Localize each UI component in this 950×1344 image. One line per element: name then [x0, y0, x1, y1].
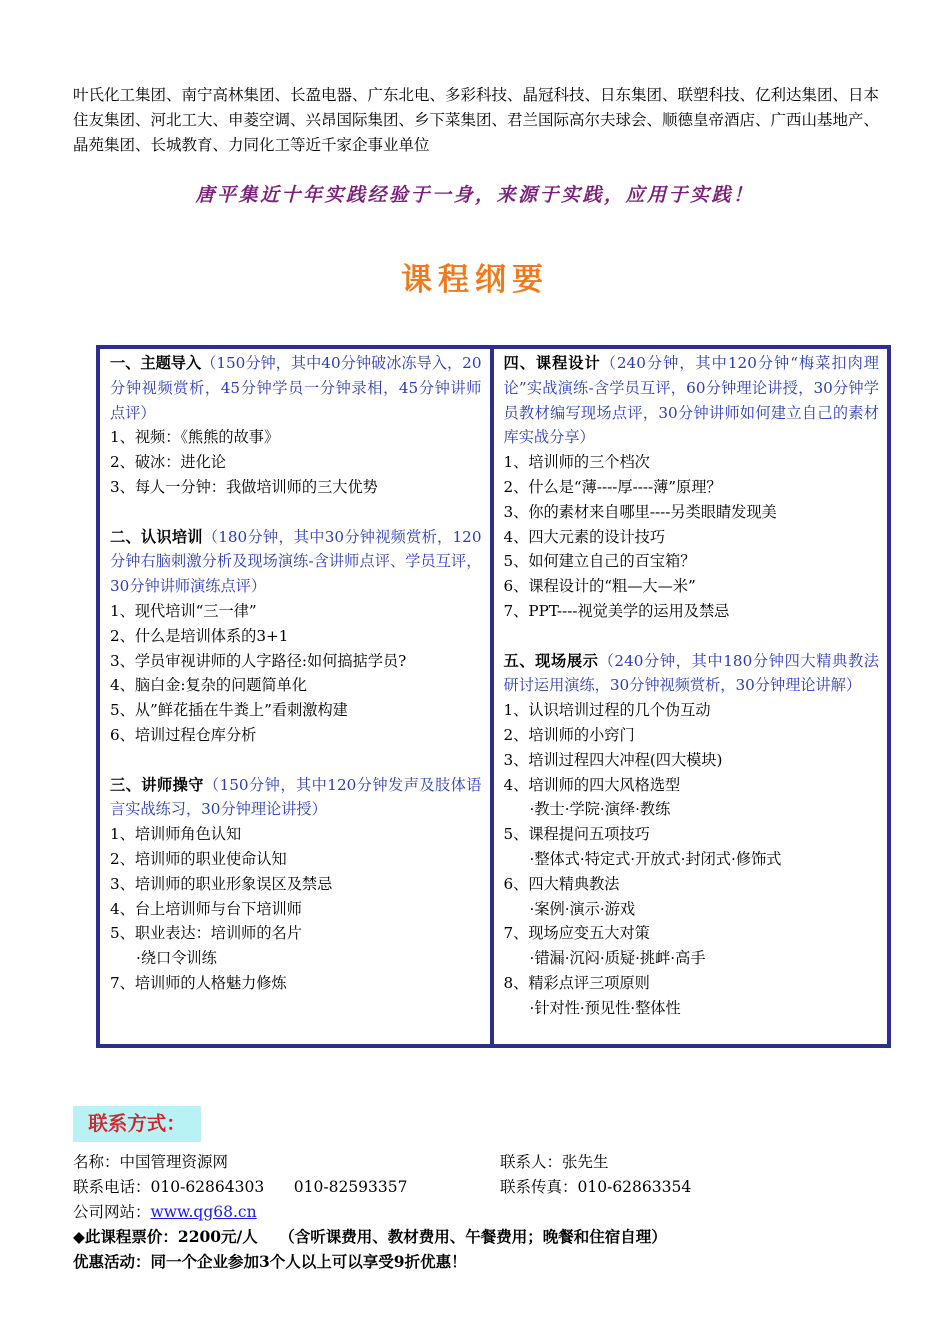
- outline-item: 6、四大精典教法: [503, 874, 620, 893]
- section-title: 一、主题导入: [110, 354, 202, 372]
- outline-item: 8、精彩点评三项原则: [503, 973, 650, 992]
- website-label: 公司网站：: [73, 1203, 151, 1221]
- outline-item: 3、你的素材来自哪里----另类眼睛发现美: [503, 502, 777, 521]
- outline-item: 2、培训师的职业使命认知: [110, 849, 287, 868]
- section-header: [110, 525, 482, 599]
- course-outline-table: [96, 345, 891, 1048]
- outline-item: 3、学员审视讲师的人字路径:如何搞掂学员?: [110, 651, 407, 670]
- outline-right-column: [494, 349, 888, 1044]
- outline-subitem: ·整体式·特定式·开放式·封闭式·修饰式: [529, 849, 782, 868]
- outline-item: 5、职业表达：培训师的名片: [110, 924, 302, 943]
- outline-item: 5、课程提问五项技巧: [503, 825, 650, 844]
- outline-item: 5、从”鲜花插在牛粪上”看刺激构建: [110, 701, 348, 720]
- section-header: [504, 649, 880, 699]
- outline-item: 3、培训过程四大冲程(四大模块): [503, 750, 723, 769]
- outline-item: 4、脑白金:复杂的问题简单化: [110, 676, 308, 695]
- outline-item: 2、什么是培训体系的3+1: [110, 626, 289, 645]
- outline-section: [110, 525, 482, 748]
- outline-subitem: ·绕口令训练: [136, 949, 217, 968]
- section-title: 三、讲师操守: [110, 775, 204, 794]
- section-title: 二、认识培训: [110, 527, 203, 546]
- outline-section: [504, 649, 880, 1021]
- section-title: 四、课程设计: [503, 354, 601, 372]
- outline-left-column: [100, 349, 494, 1044]
- section-title: 五、现场展示: [503, 651, 599, 670]
- section-duration: （180分钟，其中30分钟视频赏析，120分钟右脑刺激分析及现场演练-含讲师点评、学员互评，30分钟讲师演练点评）: [110, 527, 482, 596]
- outline-item: 1、培训师角色认知: [110, 825, 242, 844]
- outline-subitem: ·针对性·预见性·整体性: [529, 998, 681, 1017]
- section-header: [504, 351, 880, 450]
- outline-subitem: ·错漏·沉闷·质疑·挑衅·高手: [529, 949, 706, 968]
- outline-item: 7、现场应变五大对策: [503, 924, 650, 943]
- contact-fax: 联系传真：010-62863354: [500, 1178, 692, 1196]
- outline-item: 1、现代培训“三一律”: [110, 601, 257, 620]
- outline-item: 3、每人一分钟：我做培训师的三大优势: [110, 477, 378, 496]
- outline-section: [110, 351, 482, 500]
- outline-item: 1、视频：《熊熊的故事》: [110, 428, 280, 447]
- outline-subitem: ·案例·演示·游戏: [529, 899, 636, 918]
- outline-item: 2、培训师的小窍门: [503, 725, 635, 744]
- section-duration: （240分钟，其中180分钟四大精典教法研讨运用演练，30分钟视频赏析，30分钟理论讲解）: [503, 651, 879, 695]
- outline-item: 7、PPT----视觉美学的运用及禁忌: [503, 601, 730, 620]
- contact-heading: 联系方式：: [73, 1106, 201, 1142]
- website-link[interactable]: www.qg68.cn: [150, 1203, 257, 1221]
- outline-item: 4、培训师的四大风格选型: [503, 775, 681, 794]
- outline-item: 4、台上培训师与台下培训师: [110, 899, 302, 918]
- outline-section: [110, 773, 482, 996]
- outline-item: 4、四大元素的设计技巧: [503, 527, 666, 546]
- outline-section: [504, 351, 880, 624]
- outline-item: 6、课程设计的“粗—大—米”: [503, 577, 696, 596]
- section-duration: （150分钟，其中40分钟破冰冻导入，20分钟视频赏析，45分钟学员一分钟录相，45分钟讲师点评）: [110, 354, 482, 422]
- contact-name: 名称：中国管理资源网: [73, 1153, 229, 1171]
- outline-item: 1、认识培训过程的几个伪互动: [503, 701, 711, 720]
- contact-phone: 联系电话：010-62864303 010-82593357: [73, 1178, 408, 1196]
- slogan: 唐平集近十年实践经验于一身，来源于实践，应用于实践！: [195, 184, 755, 206]
- outline-item: 2、什么是“薄----厚----薄”原理？: [503, 477, 722, 496]
- outline-item: 1、培训师的三个档次: [503, 453, 650, 472]
- section-duration: （240分钟，其中120分钟“梅菜扣肉理论”实战演练-含学员互评，60分钟理论讲授，30分钟学员教材编写现场点评，30分钟讲师如何建立自己的素材库实战分享）: [503, 354, 879, 447]
- outline-subitem: ·教士·学院·演绎·教练: [529, 800, 671, 819]
- outline-item: 3、培训师的职业形象误区及禁忌: [110, 874, 333, 893]
- outline-title: 课程纲要: [401, 262, 549, 298]
- client-list-paragraph: 叶氏化工集团、南宁高林集团、长盈电器、广东北电、多彩科技、晶冠科技、日东集团、联塑科技、亿利达集团、日本住友集团、河北工大、申菱空调、兴昂国际集团、乡下菜集团、君兰国际高尔夫球会、顺德皇帝酒店、广西山基地产、晶苑集团、长城教育、力同化工等近千家企事业单位: [73, 86, 880, 154]
- section-duration: （150分钟，其中120分钟发声及肢体语言实战练习，30分钟理论讲授）: [110, 775, 482, 819]
- outline-item: 6、培训过程仓库分析: [110, 725, 257, 744]
- section-header: [110, 773, 482, 823]
- outline-item: 7、培训师的人格魅力修炼: [110, 973, 287, 992]
- outline-item: 2、破冰：进化论: [110, 453, 226, 472]
- contact-website-row: [73, 1200, 257, 1224]
- price-line: ◆此课程票价：2200元/人 （含听课费用、教材费用、午餐费用；晚餐和住宿自理）: [73, 1227, 667, 1246]
- contact-person: 联系人：张先生: [500, 1153, 609, 1171]
- outline-item: 5、如何建立自己的百宝箱？: [503, 552, 696, 571]
- section-header: [110, 351, 482, 425]
- discount-line: 优惠活动：同一个企业参加3个人以上可以享受9折优惠！: [73, 1252, 467, 1271]
